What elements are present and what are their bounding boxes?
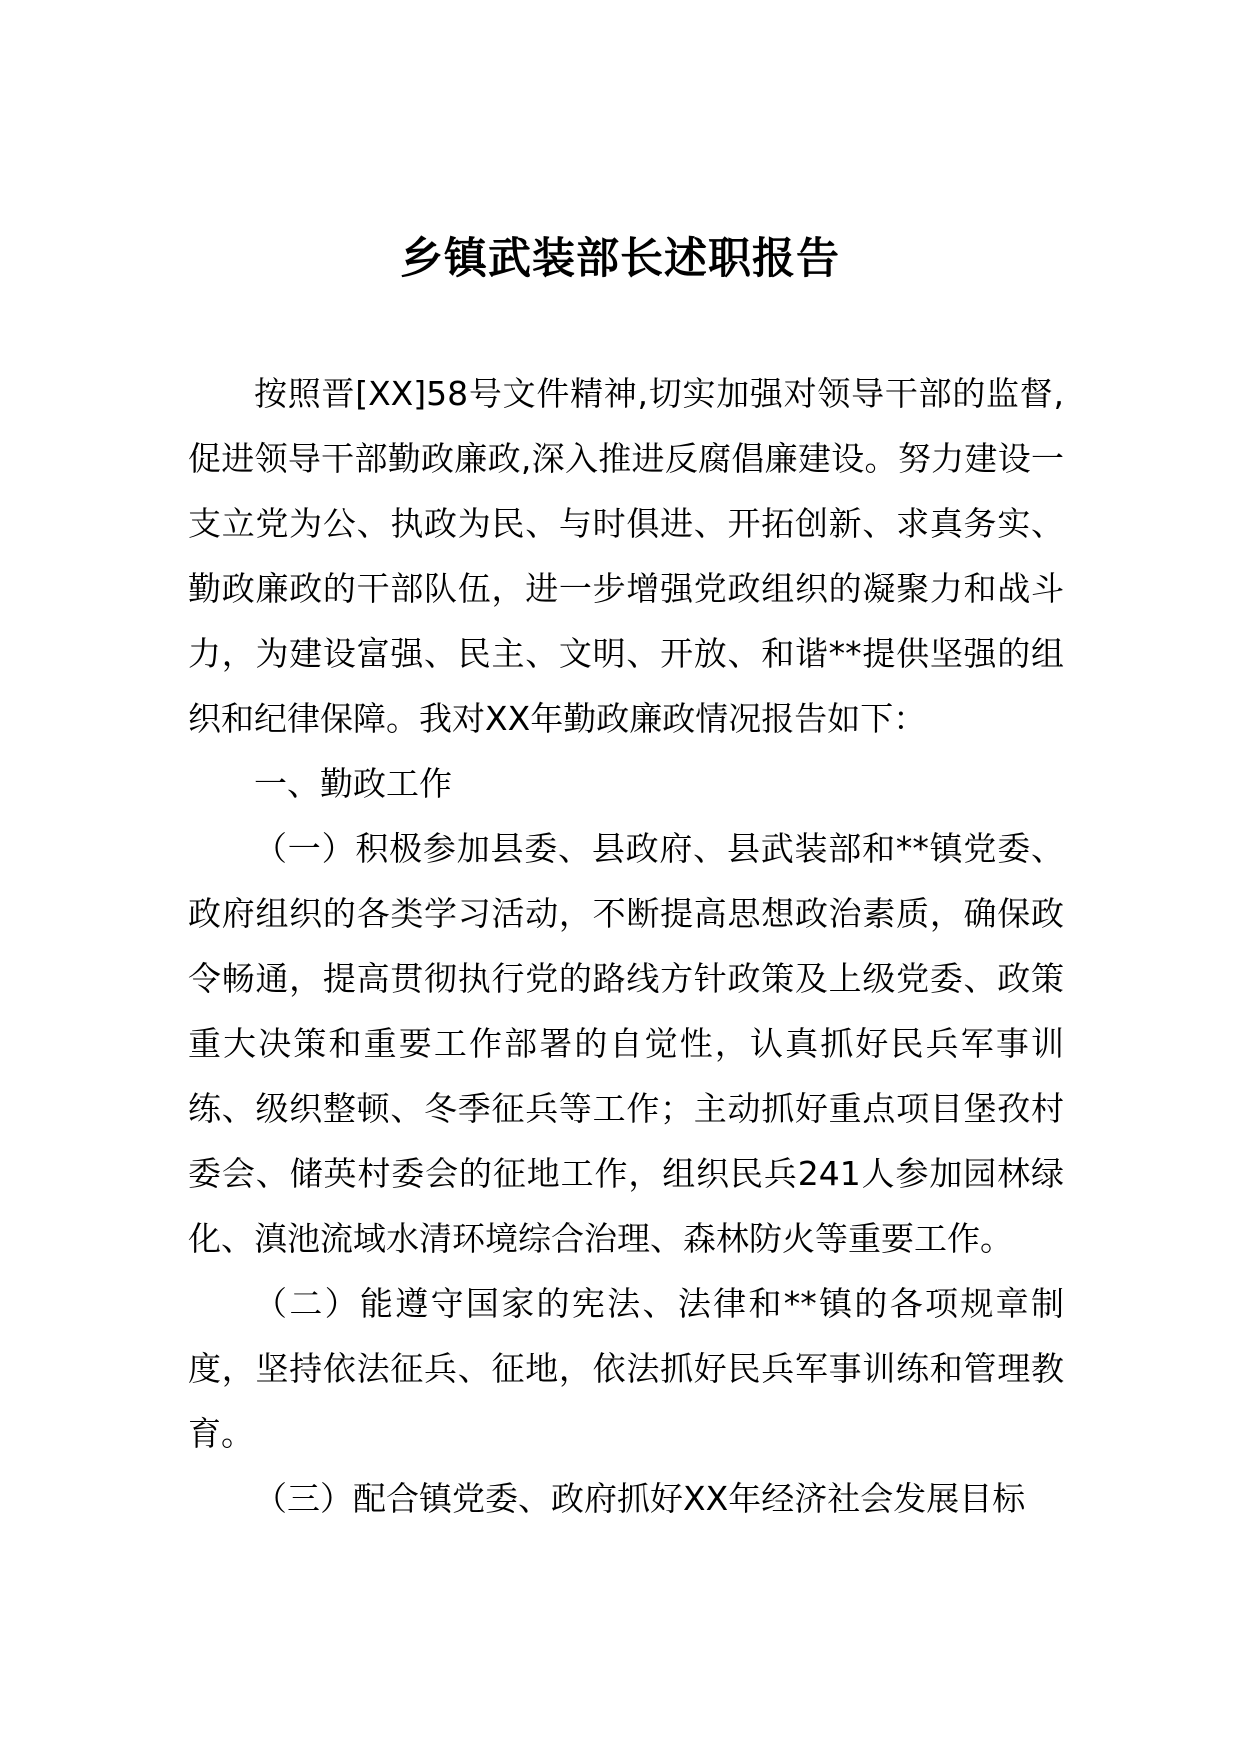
intro-paragraph: 按照晋[XX]58号文件精神,切实加强对领导干部的监督,促进领导干部勤政廉政,深入推进反腐倡廉建设。努力建设一支立党为公、执政为民、与时俱进、开拓创新、求真务实、勤政廉政的干部队伍，进一步增强党政组织的凝聚力和战斗力，为建设富强、民主、文明、开放、和谐**提供坚强的组织和纪律保障。我对XX年勤政廉政情况报告如下： xyxy=(188,374,1064,738)
section-heading: 一、勤政工作 xyxy=(254,764,452,803)
body-paragraph: （三）配合镇党委、政府抓好XX年经济社会发展目标 xyxy=(254,1479,1026,1518)
body-paragraph: （一）积极参加县委、县政府、县武装部和**镇党委、政府组织的各类学习活动，不断提高思想政治素质，确保政令畅通，提高贯彻执行党的路线方针政策及上级党委、政策重大决策和重要工作部署的自觉性，认真抓好民兵军事训练、级织整顿、冬季征兵等工作；主动抓好重点项目堡孜村委会、储英村委会的征地工作，组织民兵241人参加园林绿化、滇池流域水清环境综合治理、森林防火等重要工作。 xyxy=(188,829,1064,1258)
document-title: 乡镇武装部长述职报告 xyxy=(400,234,840,284)
body-paragraph: （二）能遵守国家的宪法、法律和**镇的各项规章制度，坚持依法征兵、征地，依法抓好民兵军事训练和管理教育。 xyxy=(188,1284,1064,1453)
document-body xyxy=(188,361,1064,1531)
